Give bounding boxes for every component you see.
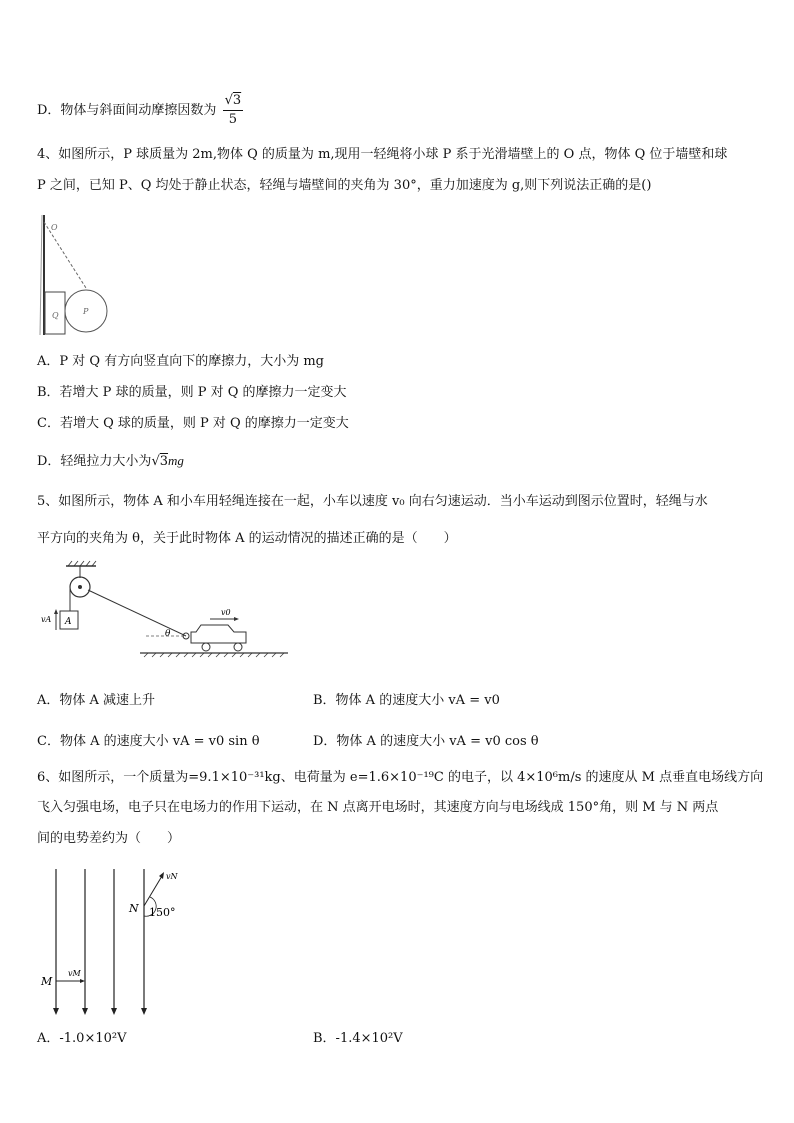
q5-stem-line1: 5、如图所示，物体 A 和小车用轻绳连接在一起，小车以速度 v₀ 向右匀速运动．当小车运动到图示位置时，轻绳与水	[37, 494, 708, 509]
car-wheel-rear	[202, 643, 210, 651]
label-p: P	[83, 307, 89, 316]
q4-option-d	[37, 452, 184, 471]
q4-option-d-text: D．轻绳拉力大小为	[37, 454, 152, 469]
vm-arrowhead	[80, 979, 85, 983]
q4-option-d-unit: mg	[168, 453, 184, 468]
label-o: O	[51, 223, 58, 232]
label-n: N	[129, 902, 139, 915]
wall-hatch	[40, 215, 42, 335]
pulley-axle	[78, 585, 82, 589]
label-v0: v0	[221, 608, 231, 617]
q6-option-b: B．-1.4×10²V	[313, 1031, 403, 1046]
vn-arrow	[144, 876, 162, 906]
fraction-numerator: √3	[223, 92, 244, 111]
field-lines	[56, 869, 144, 1011]
q4-stem-line2: P 之间，已知 P、Q 均处于静止状态，轻绳与墙壁间的夹角为 30°，重力加速度为 g,则下列说法正确的是()	[37, 178, 652, 193]
label-angle: 150°	[149, 906, 176, 919]
q6-stem-line3: 间的电势差约为（ ）	[37, 831, 181, 846]
label-m: M	[41, 975, 53, 988]
q5-option-a: A．物体 A 减速上升	[37, 693, 156, 708]
label-q: Q	[52, 311, 59, 320]
label-va: vA	[41, 615, 52, 624]
label-vn: vN	[166, 872, 178, 881]
label-theta: θ	[165, 629, 171, 639]
q4-option-c: C．若增大 Q 球的质量，则 P 对 Q 的摩擦力一定变大	[37, 416, 349, 431]
q3-option-d-text: D．物体与斜面间动摩擦因数为	[37, 103, 217, 118]
label-a: A	[65, 617, 72, 627]
q5-stem-line2: 平方向的夹角为 θ，关于此时物体 A 的运动情况的描述正确的是（ ）	[37, 531, 457, 546]
q4-stem-line1: 4、如图所示，P 球质量为 2m,物体 Q 的质量为 m,现用一轻绳将小球 P 系于光滑墙壁上的 O 点，物体 Q 位于墙壁和球	[37, 147, 728, 162]
q6-stem-line1: 6、如图所示，一个质量为=9.1×10⁻³¹kg、电荷量为 e=1.6×10⁻¹⁹C 的电子，以 4×10⁶m/s 的速度从 M 点垂直电场线方向	[37, 770, 764, 785]
vn-arrowhead	[159, 872, 164, 879]
q5-option-d: D．物体 A 的速度大小 vA = v0 cos θ	[313, 734, 539, 749]
rope-slanted	[88, 590, 186, 636]
q6-stem-line2: 飞入匀强电场，电子只在电场力的作用下运动，在 N 点离开电场时，其速度方向与电场线成 150°角，则 M 与 N 两点	[37, 800, 719, 815]
label-vm: vM	[68, 969, 81, 978]
fraction-denominator: 5	[228, 112, 237, 127]
field-arrowheads	[53, 1008, 147, 1015]
q4-option-d-root: √3	[151, 454, 169, 469]
q5-figure	[38, 560, 293, 670]
q5-option-c: C．物体 A 的速度大小 vA = v0 sin θ	[37, 734, 260, 749]
q6-option-a: A．-1.0×10²V	[37, 1031, 127, 1046]
va-arrowhead	[54, 609, 58, 614]
q6-figure	[38, 866, 188, 1016]
q4-figure	[36, 210, 136, 340]
root-radicand: 3	[159, 454, 169, 469]
q4-option-a: A．P 对 Q 有方向竖直向下的摩擦力，大小为 mg	[37, 354, 324, 369]
q3-option-d-fraction	[223, 92, 244, 129]
numerator-radicand: 3	[232, 93, 242, 108]
v0-arrowhead	[234, 617, 239, 621]
q4-option-b: B．若增大 P 球的质量，则 P 对 Q 的摩擦力一定变大	[37, 385, 347, 400]
q5-option-b: B．物体 A 的速度大小 vA = v0	[313, 693, 500, 708]
car-wheel-front	[234, 643, 242, 651]
car-body	[191, 625, 246, 643]
q3-option-d	[37, 92, 243, 129]
